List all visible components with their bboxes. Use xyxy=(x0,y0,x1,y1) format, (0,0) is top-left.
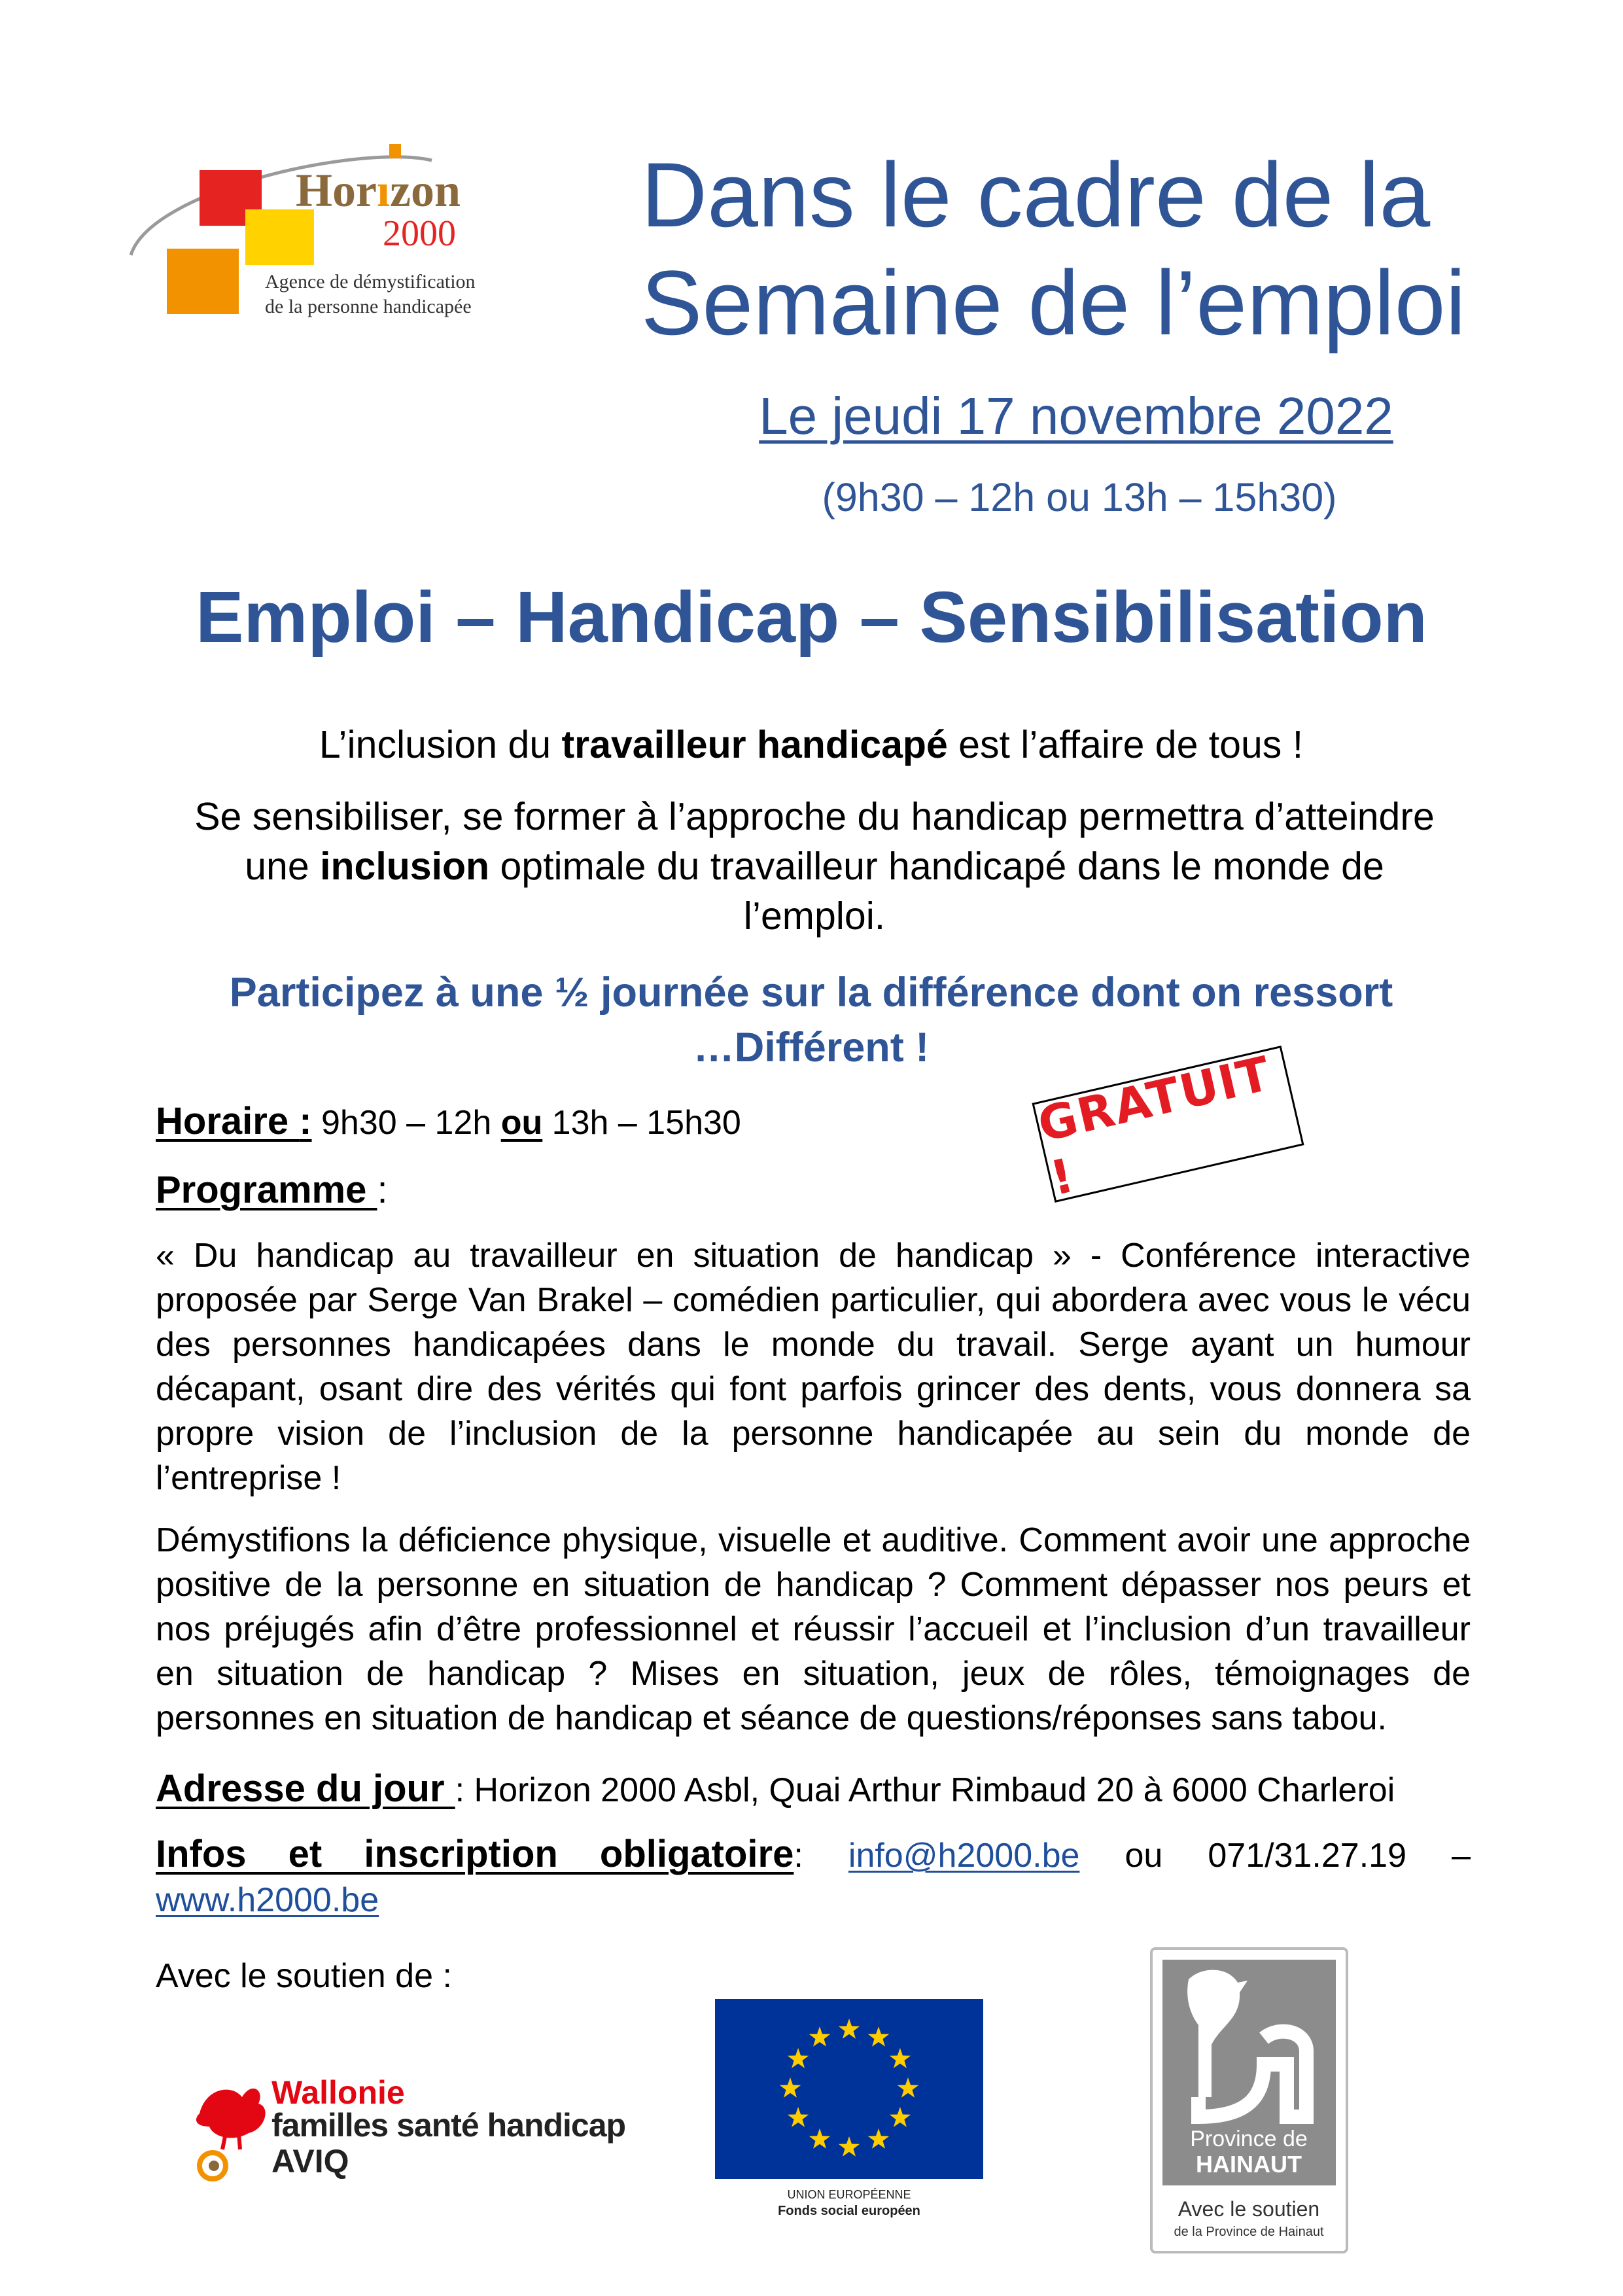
event-date: Le jeudi 17 novembre 2022 xyxy=(759,387,1393,445)
infos-label-text: Infos et inscription obligatoire xyxy=(156,1833,794,1875)
email-link[interactable]: info@h2000.be xyxy=(848,1837,1080,1875)
infos-row xyxy=(156,1832,1471,1922)
intro-line-suffix: est l’affaire de tous ! xyxy=(947,723,1304,766)
intro-paragraph xyxy=(177,792,1452,941)
logo-tagline-1: Agence de démystification xyxy=(265,271,476,292)
infos-colon: : xyxy=(794,1837,803,1875)
header-title-line-2: Semaine de l’emploi xyxy=(641,251,1466,354)
free-badge-text: GRATUIT ! xyxy=(1033,1045,1276,1207)
intro-para-suffix: optimale du travailleur handicapé dans le monde de l’emploi. xyxy=(489,845,1384,938)
horaire-part2: 13h – 15h30 xyxy=(542,1104,741,1142)
wallonie-aviq-logo xyxy=(186,2068,631,2185)
adresse-label: Adresse du jour xyxy=(156,1767,455,1810)
cta-line-1: Participez à une ½ journée sur la différence dont on ressort xyxy=(229,970,1393,1016)
horaire-label-text: Horaire xyxy=(156,1100,300,1142)
infos-or: ou xyxy=(1125,1837,1163,1875)
adresse-row xyxy=(156,1767,1484,1810)
horaire-or: ou xyxy=(500,1104,543,1142)
intro-para-prefix: Se sensibiliser, se former à l’approche du handicap permettra d’atteindre une xyxy=(194,795,1435,888)
infos-label xyxy=(156,1833,794,1875)
rooster-icon xyxy=(196,2089,266,2149)
adresse-value: : Horizon 2000 Asbl, Quai Arthur Rimbaud 20 à 6000 Charleroi xyxy=(455,1771,1395,1809)
programme-colon: : xyxy=(377,1169,388,1211)
eu-logo xyxy=(715,1999,983,2225)
intro-line-bold: travailleur handicapé xyxy=(561,723,948,766)
programme-label: Programme xyxy=(156,1169,377,1211)
hainaut-line-2: HAINAUT xyxy=(1196,2151,1302,2178)
horaire-colon: : xyxy=(299,1100,312,1142)
programme-row xyxy=(156,1168,388,1212)
aviq-text: AVIQ xyxy=(271,2143,349,2180)
hainaut-caption-2: de la Province de Hainaut xyxy=(1174,2225,1324,2239)
main-title: Emploi – Handicap – Sensibilisation xyxy=(196,577,1427,658)
horaire-row xyxy=(156,1099,1006,1143)
event-hours: (9h30 – 12h ou 13h – 15h30) xyxy=(822,475,1337,520)
phone-number: 071/31.27.19 xyxy=(1208,1837,1406,1875)
header-title-line-1: Dans le cadre de la xyxy=(641,143,1431,246)
intro-para-bold: inclusion xyxy=(320,845,490,888)
header-title xyxy=(641,141,1492,357)
programme-paragraph-1: « Du handicap au travailleur en situation de handicap » - Conférence interactive proposée par Serge Van Brakel – comédien particulier, qui abordera avec vous le vécu des personnes handicapées dans le monde du travail. Serge ayant un humour décapant, osant dire des vérités qui font parfois grincer des dents, vous donnera sa propre vision de l’inclusion de la personne handicapée au sein du monde de l’entreprise ! xyxy=(156,1237,1471,1497)
eu-caption-2: Fonds social européen xyxy=(778,2204,920,2218)
infos-label-group xyxy=(156,1832,803,1878)
hainaut-caption-1: Avec le soutien xyxy=(1178,2197,1320,2221)
intro-line xyxy=(118,720,1505,769)
horaire-part1: 9h30 – 12h xyxy=(311,1104,501,1142)
aviq-swirl-icon xyxy=(200,2153,226,2179)
intro-line-prefix: L’inclusion du xyxy=(319,723,562,766)
wallonie-subtitle: familles santé handicap xyxy=(271,2107,626,2144)
eu-caption-1: UNION EUROPÉENNE xyxy=(787,2188,911,2201)
website-link[interactable]: www.h2000.be xyxy=(156,1881,379,1919)
logo-orange-square xyxy=(167,249,239,314)
logo-brand-suffix: zon xyxy=(389,164,461,217)
wallonie-text: Wallonie xyxy=(271,2074,405,2111)
logo-yellow-square xyxy=(245,209,314,265)
logo-i-dot xyxy=(389,144,401,158)
infos-line-1 xyxy=(156,1832,1471,1878)
logo-brand-year: 2000 xyxy=(383,213,456,254)
hainaut-line-1: Province de xyxy=(1190,2127,1308,2151)
infos-dash: – xyxy=(1452,1837,1471,1875)
horizon-2000-logo xyxy=(124,131,530,340)
horaire-label xyxy=(156,1100,312,1142)
svg-text:Horızon: Horızon xyxy=(296,164,461,217)
logo-brand-prefix: Hor xyxy=(296,164,377,217)
programme-paragraph-2: Démystifions la déficience physique, visuelle et auditive. Comment avoir une approche positive de la personne en situation de handicap ? Comment dépasser nos peurs et nos préjugés afin d’être professionnel et réussir l’accueil et l’inclusion d’un travailleur en situation de handicap ? Mises en situation, jeux de rôles, témoignages de personnes en situation de handicap et séance de questions/réponses sans tabou. xyxy=(156,1521,1471,1737)
cta-line-2: …Différent ! xyxy=(693,1025,930,1070)
province-hainaut-logo xyxy=(1149,1947,1349,2254)
logo-tagline-2: de la personne handicapée xyxy=(265,296,472,317)
support-label: Avec le soutien de : xyxy=(156,1957,452,1995)
